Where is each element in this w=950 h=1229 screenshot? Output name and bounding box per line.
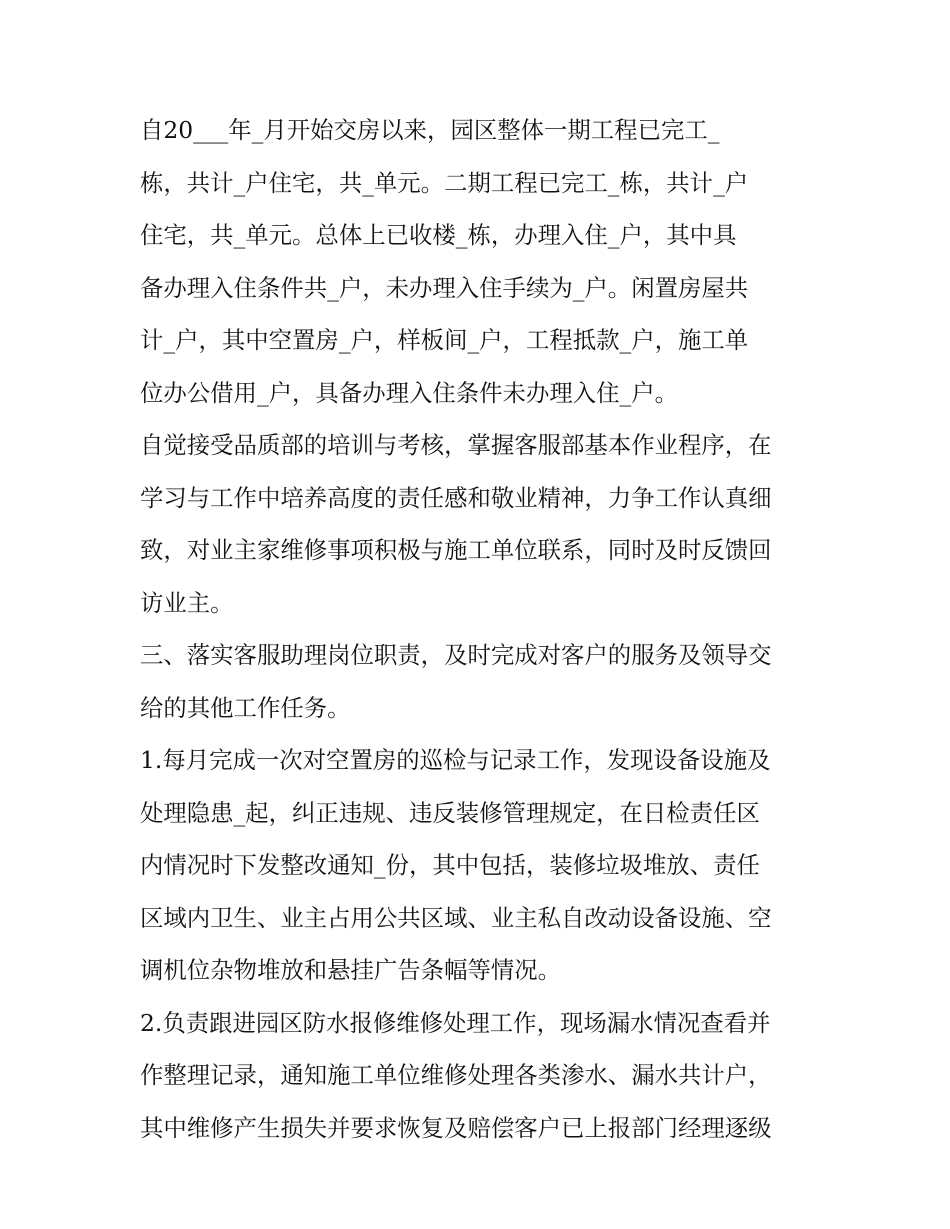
text-line: 自20___年_月开始交房以来，园区整体一期工程已完工_ [140, 116, 720, 144]
text-line: 2.负责跟进园区防水报修维修处理工作，现场漏水情况查看并 [140, 1008, 771, 1037]
text-line: 住宅，共_单元。总体上已收楼_栋，办理入住_户，其中具 [140, 221, 737, 249]
text-line: 1.每月完成一次对空置房的巡检与记录工作，发现设备设施及 [140, 746, 771, 774]
text-line: 三、落实客服助理岗位职责，及时完成对客户的服务及领导交 [140, 641, 772, 669]
text-line: 作整理记录，通知施工单位维修处理各类渗水、漏水共计户， [140, 1061, 772, 1089]
text-line: 访业主。 [140, 588, 234, 617]
text-line: 自觉接受品质部的培训与考核，掌握客服部基本作业程序，在 [140, 431, 772, 459]
text-line: 调机位杂物堆放和悬挂广告条幅等情况。 [140, 956, 562, 984]
text-line: 给的其他工作任务。 [140, 693, 351, 722]
text-line: 备办理入住条件共_户，未办理入住手续为_户。闲置房屋共 [140, 273, 749, 302]
text-line: 学习与工作中培养高度的责任感和敬业精神，力争工作认真细 [140, 483, 772, 512]
text-line: 其中维修产生损失并要求恢复及赔偿客户已上报部门经理逐级 [140, 1113, 772, 1142]
text-line: 致，对业主家维修事项积极与施工单位联系，同时及时反馈回 [140, 536, 772, 564]
text-line: 栋，共计_户住宅，共_单元。二期工程已完工_栋，共计_户 [140, 168, 749, 197]
text-line: 内情况时下发整改通知_份，其中包括，装修垃圾堆放、责任 [140, 851, 760, 879]
text-line: 位办公借用_户，具备办理入住条件未办理入住_户。 [140, 378, 678, 407]
text-line: 处理隐患_起，纠正违规、违反装修管理规定，在日检责任区 [140, 798, 760, 827]
document-body [140, 104, 820, 1154]
text-line: 区域内卫生、业主占用公共区域、业主私自改动设备设施、空 [140, 903, 772, 932]
text-line: 计_户，其中空置房_户，样板间_户，工程抵款_户，施工单 [140, 326, 749, 354]
